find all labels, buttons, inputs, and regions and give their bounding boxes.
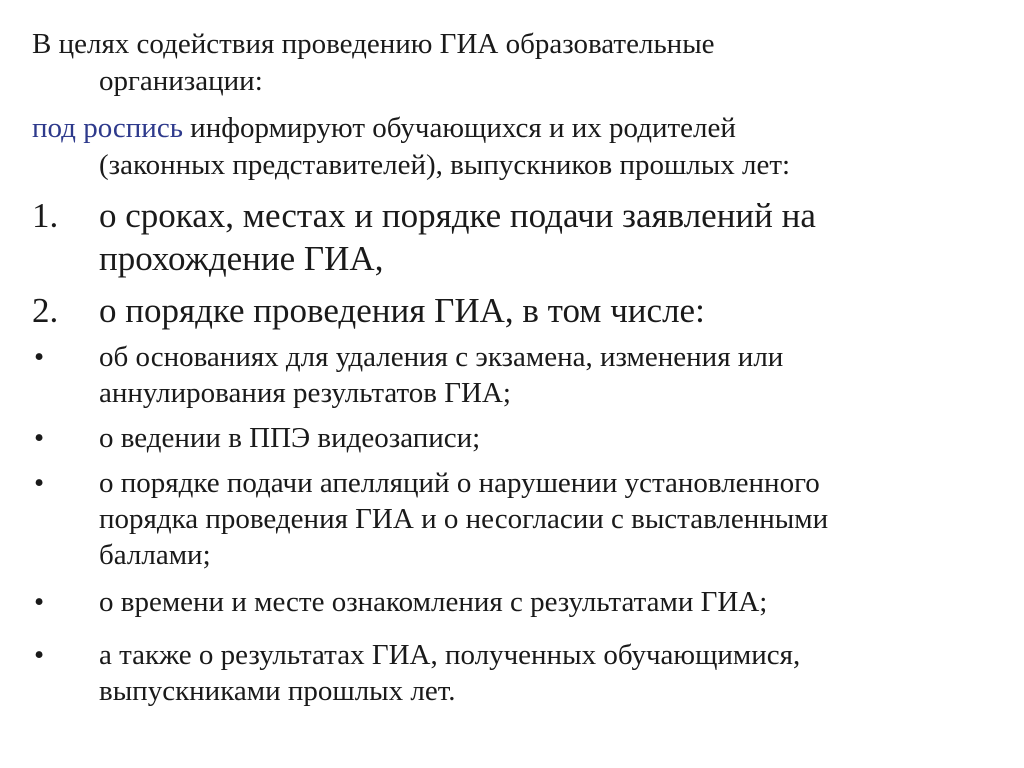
intro-line: В целях содействия проведению ГИА образовательные	[32, 28, 715, 60]
bullet-item-text	[99, 465, 992, 573]
bullet-icon: •	[34, 639, 45, 671]
numbered-item-text	[99, 194, 992, 280]
bullet-item-line: а также о результатах ГИА, полученных обучающимися,	[99, 639, 801, 671]
bullet-item-text	[99, 339, 992, 411]
numbered-item-line: о сроках, местах и порядке подачи заявлений на	[99, 196, 816, 235]
bullet-item	[32, 637, 992, 709]
intro-paragraph	[32, 26, 992, 100]
bullet-icon: •	[34, 422, 45, 454]
bullet-item	[32, 339, 992, 411]
bullet-item-text	[99, 584, 992, 620]
bullet-item	[32, 584, 992, 620]
numbered-item-line: о порядке проведения ГИА, в том числе:	[99, 291, 705, 330]
bullet-item-text	[99, 637, 992, 709]
bullet-icon: •	[34, 341, 45, 373]
numbered-item-line: прохождение ГИА,	[99, 239, 384, 278]
bullet-item	[32, 420, 992, 456]
bullet-item	[32, 465, 992, 573]
bullet-item-line: баллами;	[99, 539, 211, 571]
lead-paragraph	[32, 110, 992, 184]
numbered-item-text	[99, 289, 992, 332]
bullet-item-line: выпускниками прошлых лет.	[99, 675, 456, 707]
bullet-item-line: об основаниях для удаления с экзамена, изменения или	[99, 341, 784, 373]
bullet-item-line: о времени и месте ознакомления с результатами ГИА;	[99, 586, 768, 618]
bullet-icon: •	[34, 586, 45, 618]
lead-line	[32, 110, 992, 147]
bullet-item-line: порядка проведения ГИА и о несогласии с выставленными	[99, 503, 829, 535]
lead-line: (законных представителей), выпускников прошлых лет:	[99, 149, 791, 181]
list-number: 1.	[32, 196, 59, 235]
bullet-item-line: о ведении в ППЭ видеозаписи;	[99, 422, 481, 454]
bullet-item-line: аннулирования результатов ГИА;	[99, 377, 511, 409]
bullet-icon: •	[34, 467, 45, 499]
list-number: 2.	[32, 291, 59, 330]
numbered-item	[32, 194, 992, 280]
intro-line: организации:	[99, 65, 263, 97]
numbered-item	[32, 289, 992, 332]
bullet-item-line: о порядке подачи апелляций о нарушении установленного	[99, 467, 820, 499]
lead-text: информируют обучающихся и их родителей	[182, 112, 736, 144]
signature-highlight: под роспись	[32, 112, 183, 144]
bullet-item-text	[99, 420, 992, 456]
